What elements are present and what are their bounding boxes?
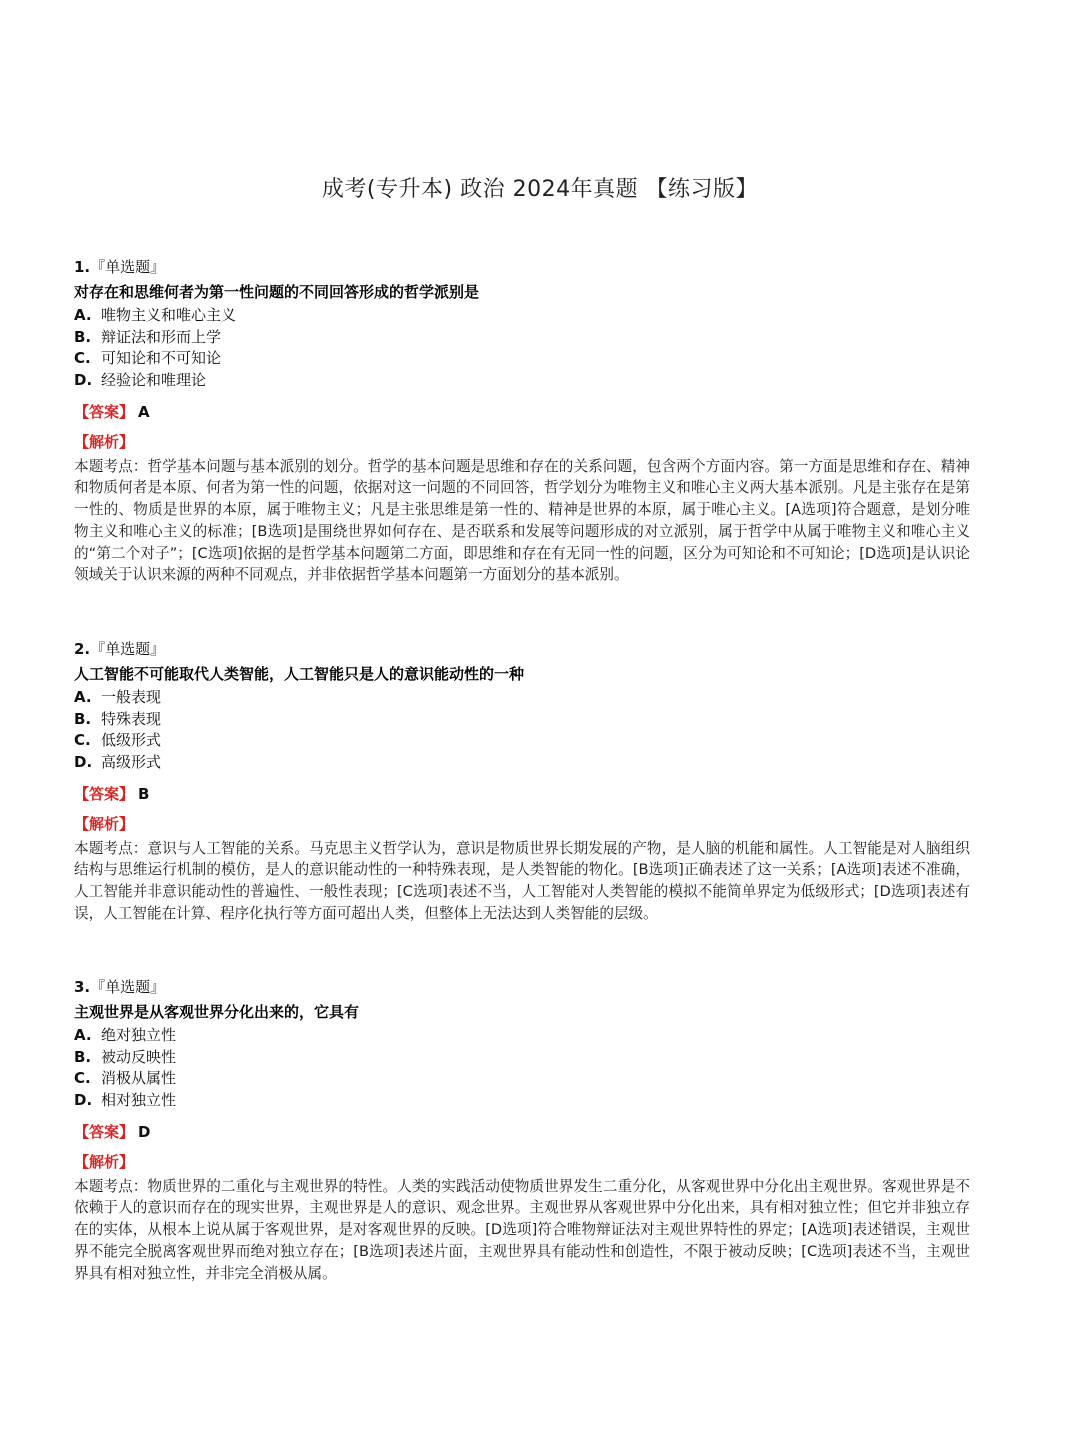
answer-value: B — [138, 784, 150, 803]
question-number: 3. — [74, 978, 91, 996]
option-a — [74, 305, 974, 327]
option-letter: A. — [74, 688, 92, 706]
question-header — [74, 637, 974, 661]
option-letter: B. — [74, 709, 92, 728]
analysis-label: 【解析】 — [74, 432, 135, 451]
analysis-text: 本题考点：意识与人工智能的关系。马克思主义哲学认为，意识是物质世界长期发展的产物，是人脑的机能和属性。人工智能是对人脑组织结构与思维运行机制的模仿，是人的意识能动性的一种特殊表现，是人类智能的物化。[B选项]正确表述了这一关系；[A选项]表述不准确，人工智能并非意识能动性的普遍性、一般性表现；[C选项]表述不当，人工智能对人类智能的模拟不能简单界定为低级形式；[D选项]表述有误，人工智能在计算、程序化执行等方面可超出人类，但整体上无法达到人类智能的层级。 — [74, 839, 970, 922]
analysis-text: 本题考点：哲学基本问题与基本派别的划分。哲学的基本问题是思维和存在的关系问题，包含两个方面内容。第一方面是思维和存在、精神和物质何者是本原、何者为第一性的问题，依据对这一问题的不同回答，哲学划分为唯物主义和唯心主义两大基本派别。凡是主张存在是第一性的、物质是世界的本原，属于唯物主义；凡是主张思维是第一性的、精神是世界的本原，属于唯心主义。[A选项]符合题意，是划分唯物主义和唯心主义的标准；[B选项]是围绕世界如何存在、是否联系和发展等问题形成的对立派别，属于哲学中从属于唯物主义和唯心主义的“第二个对子”；[C选项]依据的是哲学基本问题第二方面，即思维和存在有无同一性的问题，区分为可知论和不可知论；[D选项]是认识论领域关于认识来源的两种不同观点，并非依据哲学基本问题第一方面划分的基本派别。 — [74, 457, 970, 584]
question-header — [74, 975, 974, 999]
question-header — [74, 255, 974, 279]
question-stem: 主观世界是从客观世界分化出来的，它具有 — [74, 1003, 360, 1021]
option-list — [74, 305, 974, 392]
option-letter: D. — [74, 1091, 93, 1110]
answer-row — [74, 782, 974, 806]
option-list — [74, 1025, 974, 1112]
option-letter: B. — [74, 327, 92, 346]
option-text: 高级形式 — [101, 753, 162, 772]
option-text: 辩证法和形而上学 — [101, 327, 222, 346]
option-c — [74, 1068, 974, 1090]
option-letter: C. — [74, 1069, 91, 1088]
option-d — [74, 1090, 974, 1112]
question-type: 『单选题』 — [90, 978, 166, 996]
option-list — [74, 687, 974, 774]
analysis-label: 【解析】 — [74, 814, 135, 833]
option-c — [74, 348, 974, 370]
option-d — [74, 752, 974, 774]
option-text: 消极从属性 — [101, 1069, 177, 1088]
analysis-row — [74, 812, 974, 836]
analysis-text: 本题考点：物质世界的二重化与主观世界的特性。人类的实践活动使物质世界发生二重分化，从客观世界中分化出主观世界。客观世界是不依赖于人的意识而存在的现实世界，主观世界是人的意识、观念世界。主观世界从客观世界中分化出来，具有相对独立性；但它并非独立存在的实体，从根本上说从属于客观世界，是对客观世界的反映。[D选项]符合唯物辩证法对主观世界特性的界定；[A选项]表述错误，主观世界不能完全脱离客观世界而绝对独立存在；[B选项]表述片面，主观世界具有能动性和创造性，不限于被动反映；[C选项]表述不当，主观世界具有相对独立性，并非完全消极从属。 — [74, 1177, 970, 1282]
option-text: 唯物主义和唯心主义 — [101, 306, 237, 324]
question-2 — [74, 637, 974, 925]
option-letter: D. — [74, 753, 93, 772]
question-3 — [74, 975, 974, 1284]
answer-label: 【答案】 — [74, 784, 135, 803]
option-text: 被动反映性 — [101, 1047, 177, 1066]
answer-row — [74, 1120, 974, 1144]
option-b — [74, 327, 974, 349]
answer-row — [74, 400, 974, 424]
answer-value: D — [138, 1122, 151, 1141]
option-letter: A. — [74, 1026, 92, 1044]
option-letter: C. — [74, 349, 91, 368]
option-text: 低级形式 — [101, 731, 162, 750]
question-number: 2. — [74, 640, 91, 658]
analysis-row — [74, 1150, 974, 1174]
option-text: 绝对独立性 — [101, 1026, 177, 1044]
option-d — [74, 370, 974, 392]
question-number: 1. — [74, 258, 91, 276]
option-a — [74, 687, 974, 709]
option-text: 相对独立性 — [101, 1091, 177, 1110]
option-letter: A. — [74, 306, 92, 324]
option-b — [74, 1047, 974, 1069]
option-text: 一般表现 — [101, 688, 162, 706]
option-letter: B. — [74, 1047, 92, 1066]
option-letter: D. — [74, 371, 93, 390]
option-letter: C. — [74, 731, 91, 750]
question-stem: 对存在和思维何者为第一性问题的不同回答形成的哲学派别是 — [74, 283, 480, 301]
option-text: 经验论和唯理论 — [101, 371, 207, 390]
question-1 — [74, 255, 974, 586]
answer-label: 【答案】 — [74, 1122, 135, 1141]
question-type: 『单选题』 — [90, 640, 166, 658]
question-type: 『单选题』 — [90, 258, 166, 276]
option-a — [74, 1025, 974, 1047]
analysis-label: 【解析】 — [74, 1152, 135, 1171]
option-text: 特殊表现 — [101, 709, 162, 728]
option-b — [74, 709, 974, 731]
answer-value: A — [138, 402, 150, 421]
page-title: 成考(专升本) 政治 2024年真题 【练习版】 — [321, 177, 759, 202]
option-c — [74, 730, 974, 752]
option-text: 可知论和不可知论 — [101, 349, 222, 368]
analysis-row — [74, 430, 974, 454]
answer-label: 【答案】 — [74, 402, 135, 421]
question-stem: 人工智能不可能取代人类智能，人工智能只是人的意识能动性的一种 — [74, 665, 525, 683]
